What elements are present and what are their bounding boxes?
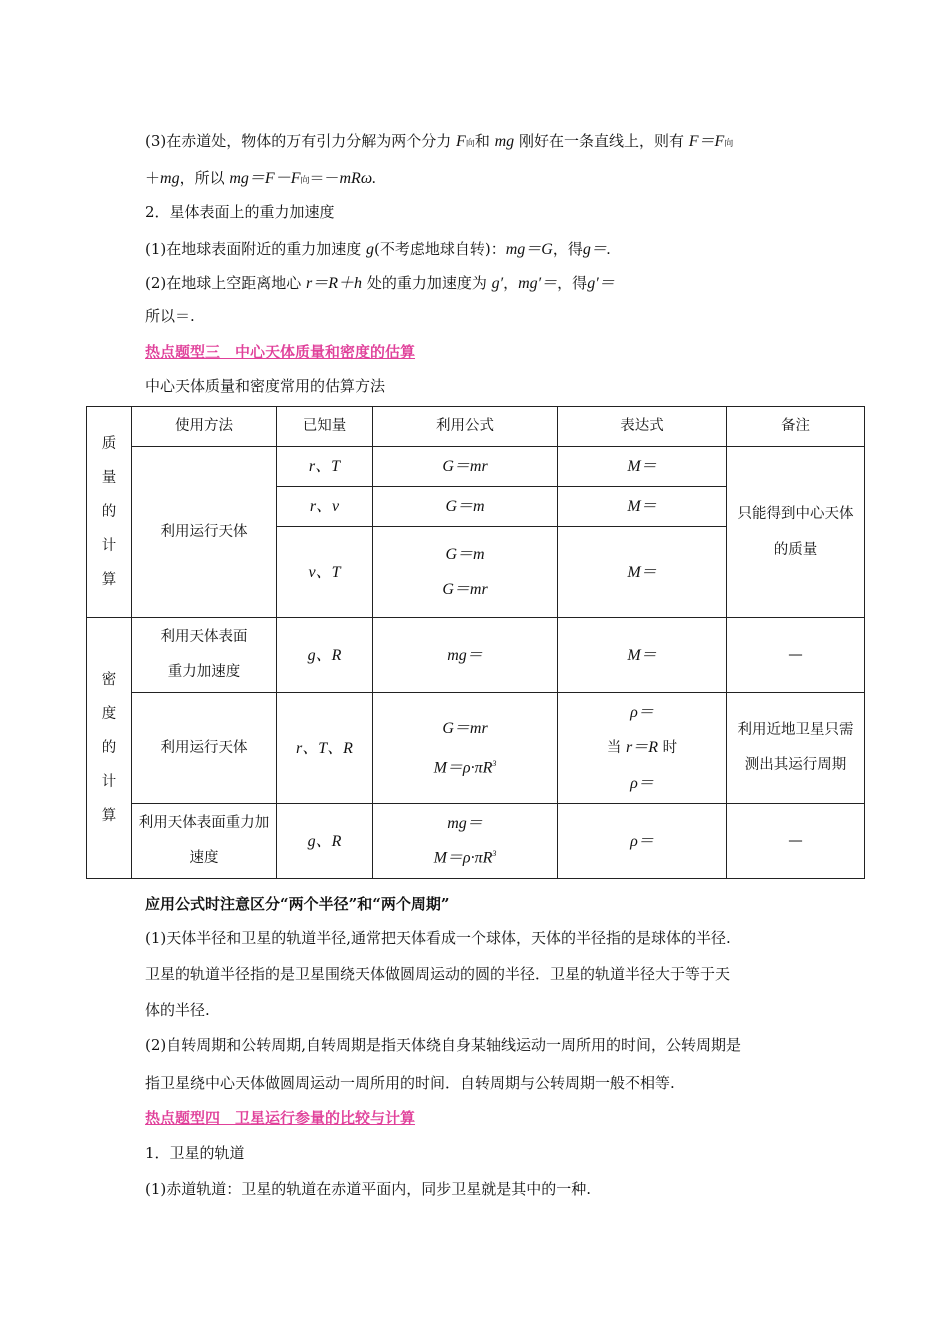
note-line: 体的半径. [145, 1001, 210, 1019]
method-line: 重力加速度 [167, 664, 241, 680]
text: (1)在地球表面附近的重力加速度 [145, 240, 367, 258]
equation: g＝. [582, 241, 611, 258]
table-intro: 中心天体质量和密度常用的估算方法 [145, 377, 386, 395]
header-note: 备注 [727, 407, 865, 447]
formula-text: M＝ρ·πR [433, 849, 493, 867]
text: ，得 [552, 240, 583, 258]
cell-expression: M＝ [558, 447, 727, 487]
mass-method: 利用运行天体 [132, 447, 277, 618]
header-formula: 利用公式 [373, 407, 558, 447]
text: 和 [474, 132, 495, 150]
cat-char: 计 [101, 538, 117, 554]
table-row [87, 618, 865, 693]
equation: g′＝ [587, 275, 615, 292]
cat-char: 度 [101, 706, 117, 722]
section-4-1-1: (1)赤道轨道：卫星的轨道在赤道平面内，同步卫星就是其中的一种. [145, 1180, 592, 1198]
cat-char: 算 [101, 808, 117, 824]
note-line: (2)自转周期和公转周期,自转周期是指天体绕自身某轴线运动一周所用的时间，公转周期是 [145, 1036, 742, 1054]
note-line: 指卫星绕中心天体做圆周运动一周所用的时间．自转周期与公转周期一般不相等. [145, 1074, 675, 1092]
subscript: 向 [724, 139, 734, 149]
symbol: g [366, 241, 375, 258]
text: (2)在地球上空距离地心 [145, 274, 307, 292]
equation: mg＝G [505, 241, 553, 258]
cell-note: 利用近地卫星只需测出其运行周期 [727, 693, 865, 804]
expr-symbol: r＝R [625, 739, 658, 756]
text: 处的重力加速度为 [362, 274, 492, 292]
table-row [87, 447, 865, 487]
cell-known: r、T、R [277, 693, 373, 804]
formula-line: G＝m [445, 546, 485, 563]
formula-line: G＝mr [442, 719, 488, 737]
cat-char: 的 [101, 504, 117, 520]
text: ， [503, 274, 519, 292]
section-2-title: 2．星体表面上的重力加速度 [145, 203, 335, 221]
para-line-5: 所以＝. [145, 307, 195, 325]
equation: mg＝F－F [229, 170, 301, 187]
equation: F＝F [688, 133, 725, 150]
cat-char: 算 [101, 572, 117, 588]
mass-note: 只能得到中心天体的质量 [727, 447, 865, 618]
note-title: 应用公式时注意区分“两个半径”和“两个周期” [145, 895, 450, 913]
cell-formula [373, 693, 558, 804]
cell-known: r、T [277, 447, 373, 487]
subscript: 向 [465, 139, 475, 149]
expr-line: ρ＝ [630, 704, 654, 721]
cat-char: 计 [101, 774, 117, 790]
cell-formula: G＝mr [373, 447, 558, 487]
category-mass [87, 407, 132, 618]
cell-method [132, 618, 277, 693]
table-row [87, 804, 865, 879]
formula-text: M＝ρ·πR [433, 759, 493, 777]
text: 刚好在一条直线上，则有 [514, 132, 689, 150]
symbol: g′ [491, 275, 504, 292]
formula-line [377, 839, 553, 873]
equation: mg′＝ [518, 275, 558, 292]
section-4-1-title: 1．卫星的轨道 [145, 1144, 245, 1162]
note-line: (1)天体半径和卫星的轨道半径,通常把天体看成一个球体，天体的半径指的是球体的半径. [145, 929, 731, 947]
cell-formula: G＝m [373, 487, 558, 527]
para-line-2 [145, 165, 376, 188]
expr-text: 时 [658, 740, 678, 756]
equation: mRω. [339, 170, 377, 187]
cell-known: r、v [277, 487, 373, 527]
expr-text: 当 [606, 740, 626, 756]
estimation-table [86, 406, 865, 879]
text: ＋ [145, 169, 161, 187]
subscript: 向 [300, 176, 310, 186]
equation: r＝R＋h [306, 275, 363, 292]
cat-char: 密 [101, 672, 117, 688]
header-expression: 表达式 [558, 407, 727, 447]
para-line-4 [145, 270, 615, 293]
cat-char: 质 [101, 436, 117, 452]
method-line: 利用天体表面 [160, 629, 248, 645]
cell-method: 利用天体表面重力加速度 [132, 804, 277, 879]
symbol: mg [160, 170, 180, 187]
symbol: mg [494, 133, 515, 150]
cell-formula: mg＝ [373, 618, 558, 693]
para-line-1 [145, 128, 733, 151]
text: ＝－ [309, 169, 340, 187]
cell-method: 利用运行天体 [132, 693, 277, 804]
formula-line [377, 746, 553, 785]
superscript: 3 [492, 758, 497, 768]
cell-expression: M＝ [558, 618, 727, 693]
para-line-3 [145, 236, 611, 259]
cell-expression: ρ＝ [558, 804, 727, 879]
cell-known: v、T [277, 527, 373, 618]
heading-hot-topic-4: 热点题型四 卫星运行参量的比较与计算 [145, 1109, 416, 1127]
cell-expression: M＝ [558, 487, 727, 527]
text: (3)在赤道处，物体的万有引力分解为两个分力 [145, 132, 457, 150]
cell-formula [373, 527, 558, 618]
table-row [87, 693, 865, 804]
note-line: 卫星的轨道半径指的是卫星围绕天体做圆周运动的圆的半径．卫星的轨道半径大于等于天 [145, 965, 731, 983]
heading-hot-topic-3: 热点题型三 中心天体质量和密度的估算 [145, 343, 416, 361]
cell-note: — [727, 618, 865, 693]
text: ，所以 [179, 169, 230, 187]
expr-line: ρ＝ [630, 775, 654, 792]
text: ，得 [557, 274, 588, 292]
cat-char: 的 [101, 740, 117, 756]
cell-known: g、R [277, 804, 373, 879]
table-header-row [87, 407, 865, 447]
expr-line [562, 730, 722, 766]
formula-line: mg＝ [447, 814, 483, 832]
cat-char: 量 [101, 470, 117, 486]
cell-formula [373, 804, 558, 879]
text: (不考虑地球自转)： [374, 240, 506, 258]
superscript: 3 [492, 848, 497, 858]
header-method: 使用方法 [132, 407, 277, 447]
category-density [87, 618, 132, 879]
formula-line: G＝mr [442, 581, 488, 598]
cell-known: g、R [277, 618, 373, 693]
symbol: F [456, 133, 466, 150]
header-known: 已知量 [277, 407, 373, 447]
cell-note: — [727, 804, 865, 879]
cell-expression: M＝ [558, 527, 727, 618]
cell-expression [558, 693, 727, 804]
